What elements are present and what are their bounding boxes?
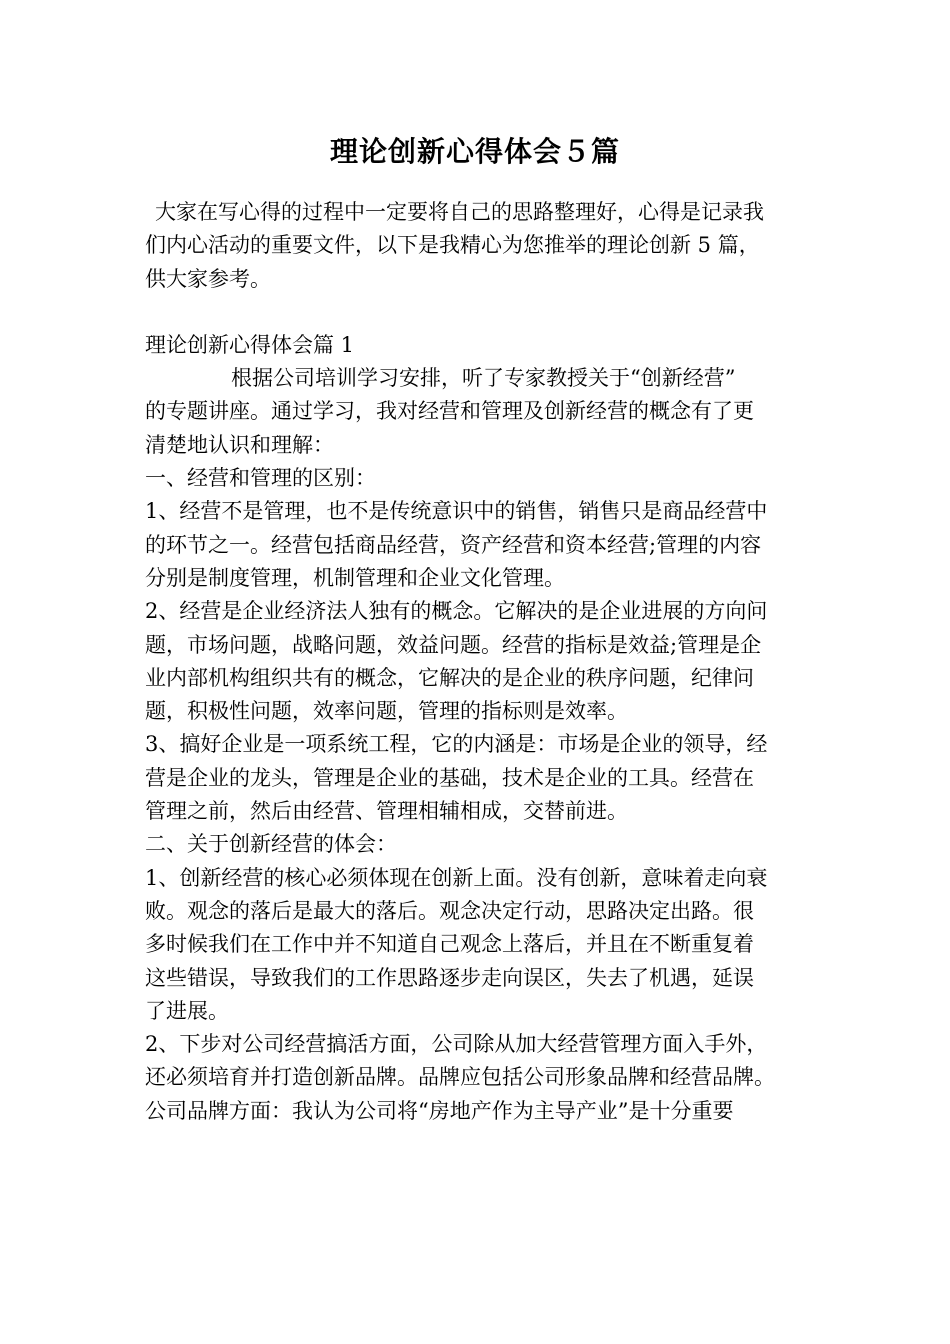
body-line: 们内心活动的重要文件，以下是我精心为您推举的理论创新 5 篇， [145,233,760,258]
body-line: 营是企业的龙头，管理是企业的基础，技术是企业的工具。经营在 [145,765,754,790]
blank-line [145,296,825,329]
subsection-heading: 一、经营和管理的区别： [145,466,376,491]
body-line: 败。观念的落后是最大的落后。观念决定行动，思路决定出路。很 [145,898,754,923]
body-line: 大家在写心得的过程中一定要将自己的思路整理好，心得是记录我 [155,200,764,224]
body-line: 题，市场问题，战略问题，效益问题。经营的指标是效益;管理是企 [145,632,762,657]
body-line: 业内部机构组织共有的概念，它解决的是企业的秩序问题，纪律问 [145,665,754,690]
body-line: 分别是制度管理，机制管理和企业文化管理。 [145,565,565,590]
body-line: 还必须培育并打造创新品牌。品牌应包括公司形象品牌和经营品牌。 [145,1065,775,1090]
body-line: 管理之前，然后由经营、管理相辅相成，交替前进。 [145,799,628,824]
body-line: 2、下步对公司经营搞活方面，公司除从加大经营管理方面入手外， [145,1032,768,1057]
body-line: 根据公司培训学习安排，听了专家教授关于“创新经营” [231,366,736,391]
body-line: 的专题讲座。通过学习，我对经营和管理及创新经营的概念有了更 [145,399,754,424]
subsection-heading: 二、关于创新经营的体会： [145,832,397,857]
body-line: 供大家参考。 [145,266,271,291]
body-line: 清楚地认识和理解： [145,432,334,457]
body-line: 题，积极性问题，效率问题，管理的指标则是效率。 [145,699,628,724]
body-line: 1、创新经营的核心必须体现在创新上面。没有创新，意味着走向衰 [145,865,768,890]
body-line: 了进展。 [145,998,229,1023]
body-line: 的环节之一。经营包括商品经营，资产经营和资本经营;管理的内容 [145,532,762,557]
section-heading: 理论创新心得体会篇 1 [145,332,355,357]
document-title: 理论创新心得体会５篇 [329,135,620,168]
body-line: 这些错误，导致我们的工作思路逐步走向误区，失去了机遇，延误 [145,965,754,990]
body-line: 2、经营是企业经济法人独有的概念。它解决的是企业进展的方向问 [145,599,768,624]
body-line: 多时候我们在工作中并不知道自己观念上落后，并且在不断重复着 [145,932,754,957]
body-line: 1、经营不是管理，也不是传统意识中的销售，销售只是商品经营中 [145,499,768,524]
document-body [145,196,825,1128]
body-line: 公司品牌方面：我认为公司将“房地产作为主导产业”是十分重要 [145,1098,734,1123]
body-line: 3、搞好企业是一项系统工程，它的内涵是：市场是企业的领导，经 [145,732,768,757]
